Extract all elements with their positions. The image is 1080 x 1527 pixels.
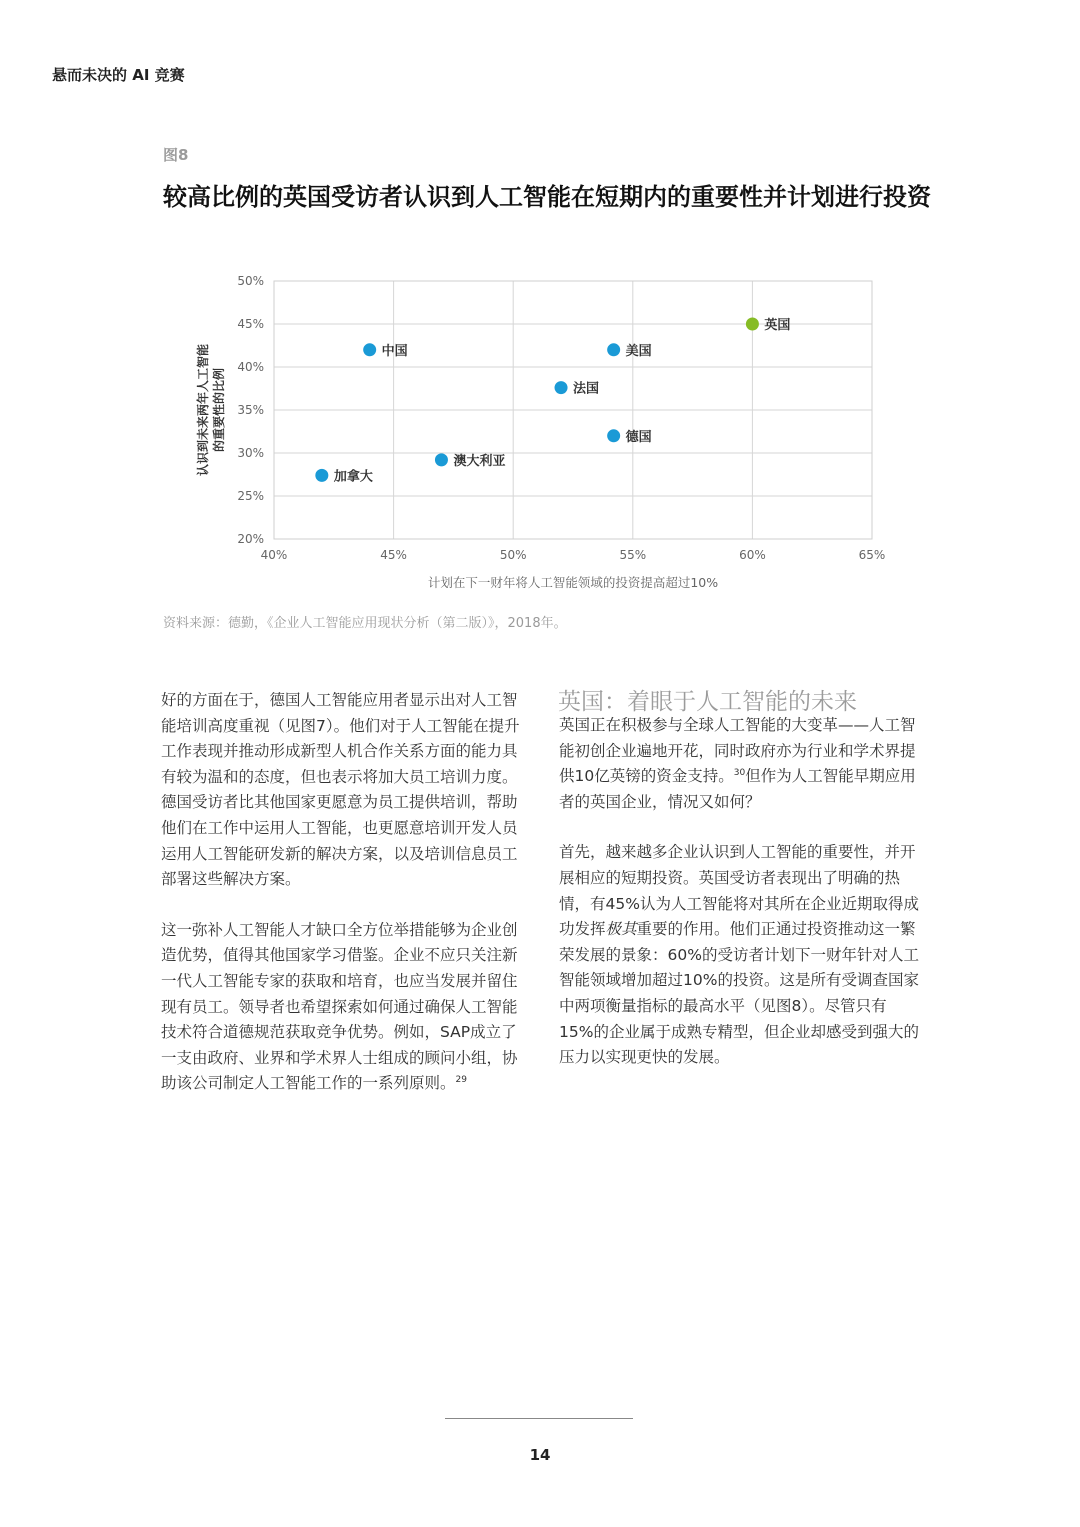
right-column [559, 713, 921, 1096]
left-column [161, 688, 523, 1122]
x-tick-label: 40% [260, 548, 288, 562]
y-axis-label-line: 的重要性的比例 [212, 367, 226, 453]
point-label: 中国 [381, 343, 408, 359]
x-axis-label: 计划在下一财年将人工智能领域的投资提高超过10% [427, 575, 719, 590]
x-tick-label: 65% [858, 548, 886, 562]
data-point [555, 381, 568, 394]
x-tick-label: 45% [380, 548, 407, 562]
y-tick-label: 25% [237, 489, 264, 503]
right-paragraph-2-text-a: 首先，越来越多企业认识到人工智能的重要性，并开展相应的短期投资。英国受访者表现出了明确的热情，有45%认为人工智能将对其所在企业近期取得成功发挥 [559, 843, 919, 939]
y-tick-label: 45% [237, 317, 264, 331]
y-tick-label: 35% [237, 403, 264, 417]
footer-divider [445, 1418, 633, 1419]
scatter-chart [150, 262, 910, 602]
y-tick-label: 40% [237, 360, 264, 374]
point-label: 加拿大 [333, 469, 373, 485]
figure-label: 图8 [163, 146, 189, 164]
running-header: 悬而未决的 AI 竞赛 [52, 66, 185, 84]
left-paragraph-2-text: 这一弥补人工智能人才缺口全方位举措能够为企业创造优势，值得其他国家学习借鉴。企业不应只关注新一代人工智能专家的获取和培育，也应当发展并留住现有员工。领导者也希望探索如何通过确保人工智能技术符合道德规范获取竞争优势。例如，SAP成立了一支由政府、业界和学术界人士组成的顾问小组，协助该公司制定人工智能工作的一系列原则。 [161, 920, 518, 1093]
right-paragraph-1-text-a: 英国正在积极参与全球人工智能的大变革——人工智能初创企业遍地开花，同时政府亦为行业和学术界提供10亿英镑的资金支持。 [559, 716, 916, 786]
point-label: 美国 [625, 343, 652, 359]
right-paragraph-2 [559, 840, 921, 1070]
data-point [315, 469, 328, 482]
point-label: 英国 [764, 318, 791, 333]
data-point [607, 343, 620, 356]
point-label: 澳大利亚 [453, 453, 506, 469]
left-paragraph-2 [161, 918, 523, 1097]
right-paragraph-1 [559, 713, 921, 815]
x-tick-label: 60% [739, 548, 766, 562]
section-heading-uk: 英国：着眼于人工智能的未来 [558, 689, 857, 715]
x-tick-label: 55% [619, 548, 647, 562]
y-tick-label: 50% [237, 274, 264, 288]
footnote-ref-30: 30 [733, 768, 746, 779]
y-tick-label: 30% [237, 446, 264, 460]
x-tick-label: 50% [499, 548, 527, 562]
data-point [435, 453, 448, 466]
point-label: 法国 [573, 381, 600, 397]
emphasis-text: 极其 [605, 920, 637, 939]
data-point [607, 429, 620, 442]
data-point [363, 343, 376, 356]
y-tick-label: 20% [237, 532, 264, 546]
y-axis-label [195, 344, 226, 476]
right-paragraph-2-text-b: 重要的作用。他们正通过投资推动这一繁荣发展的景象：60%的受访者计划下一财年针对人工智能领域增加超过10%的投资。这是所有受调查国家中两项衡量指标的最高水平（见图8）。尽管只有15%的企业属于成熟专精型，但企业却感受到强大的压力以实现更快的发展。 [559, 920, 919, 1067]
footnote-ref-29: 29 [455, 1075, 467, 1086]
left-paragraph-1: 好的方面在于，德国人工智能应用者显示出对人工智能培训高度重视（见图7）。他们对于人工智能在提升工作表现并推动形成新型人机合作关系方面的能力具有较为温和的态度，但也表示将加大员工培训力度。德国受访者比其他国家更愿意为员工提供培训，帮助他们在工作中运用人工智能，也更愿意培训开发人员运用人工智能研发新的解决方案，以及培训信息员工部署这些解决方案。 [161, 691, 520, 889]
page-number: 14 [529, 1446, 551, 1464]
point-label: 德国 [625, 429, 652, 445]
data-point [746, 318, 759, 331]
right-paragraph-1-text-b: 但作为人工智能早期应用者的英国企业，情况又如何？ [559, 767, 916, 811]
figure-source: 资料来源：德勤，《企业人工智能应用现状分析（第二版）》，2018年。 [163, 616, 567, 631]
y-axis-label-line: 认识到未来两年人工智能 [196, 343, 210, 477]
figure-title: 较高比例的英国受访者认识到人工智能在短期内的重要性并计划进行投资 [163, 183, 931, 211]
